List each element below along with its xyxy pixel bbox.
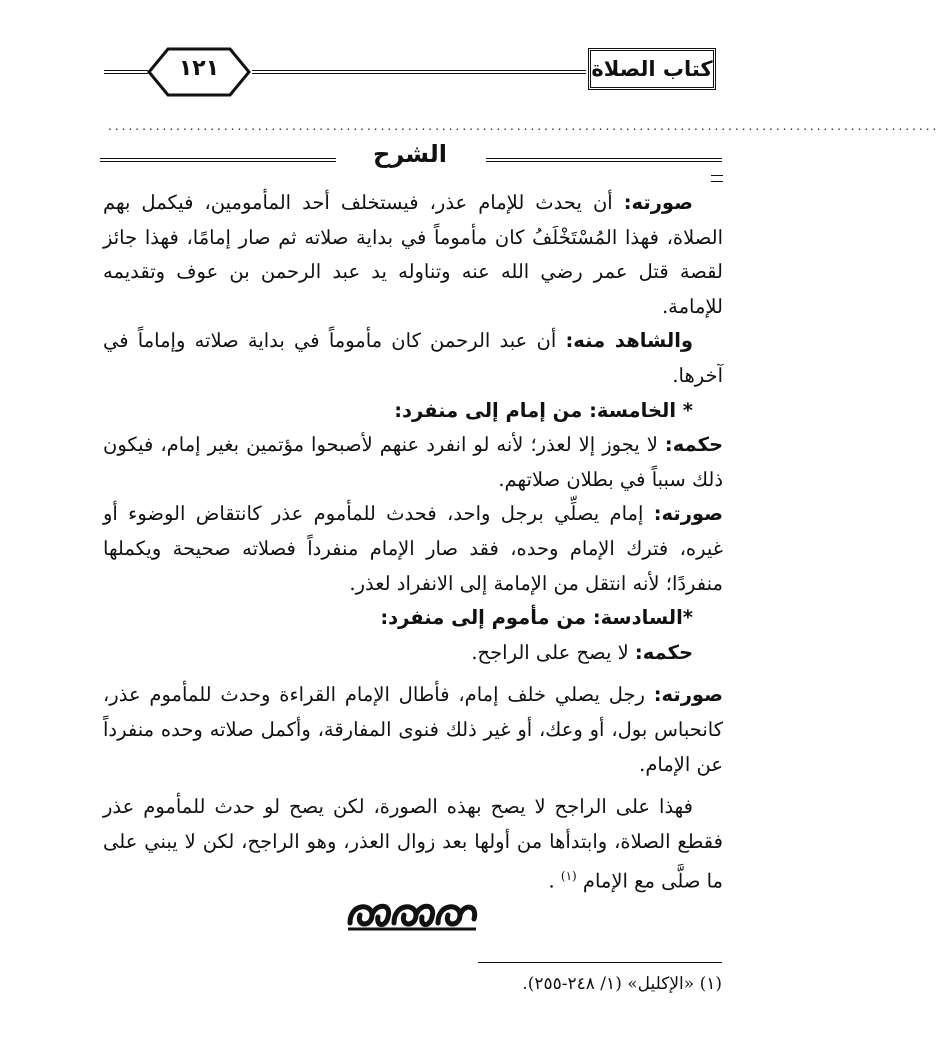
paragraph-ruling-1 [103, 428, 723, 497]
footnote-reference: (١) [560, 869, 577, 884]
paragraph-description-2 [103, 497, 723, 601]
paragraph-lead: حكمه: [664, 433, 724, 457]
continuation-mark [711, 175, 723, 182]
paragraph-description-3 [103, 678, 723, 782]
paragraph-lead: صورته: [653, 683, 723, 707]
header-rule-left [104, 70, 148, 74]
paragraph-text: لا يجوز إلا لعذر؛ لأنه لو انفرد عنهم لأصبحوا مؤتمين بغير إمام، فيكون ذلك سبباً في بطلان صلاتهم. [103, 433, 723, 491]
footnote-separator [478, 962, 722, 963]
paragraph-lead: صورته: [653, 502, 723, 526]
paragraph-ruling-2 [103, 636, 723, 671]
paragraph-lead: صورته: [623, 191, 693, 214]
subheading-fifth: * الخامسة: من إمام إلى منفرد: [394, 398, 693, 422]
header-rule-right [252, 70, 586, 74]
paragraph-text: إمام يصلِّي برجل واحد، فحدث للمأموم عذر كانتقاض الوضوء أو غيره، فترك الإمام وحده، فقد صار الإمام منفرداً فصلاته صحيحة ويكملها منفردًا؛ لأنه انتقل من الإمامة إلى الانفراد لعذر. [103, 502, 723, 595]
section-title: الشرح [373, 140, 447, 168]
end-ornament [342, 895, 482, 935]
paragraph-lead: والشاهد منه: [565, 329, 694, 353]
book-title [588, 48, 716, 90]
paragraph-text: لا يصح على الراجح. [471, 640, 629, 664]
section-rule-left [100, 158, 336, 162]
paragraph-text: أن يحدث للإمام عذر، فيستخلف أحد المأمومين، فيكمل بهم الصلاة، فهذا المُسْتَخْلَفُ كان مأموماً في بداية صلاته ثم صار إمامًا، فهذا جائز لقصة قتل عمر رضي الله عنه وتناوله يد عبد الرحمن بن عوف وتقديمه للإمامة. [103, 191, 723, 318]
paragraph-lead: حكمه: [634, 640, 693, 664]
dotted-separator: .......................................................................................................................... [108, 119, 939, 133]
paragraph-text: رجل يصلي خلف إمام، فأطال الإمام القراءة وحدث للمأموم عذر، كانحباس بول، أو وعك، أو غير ذلك فنوى المفارقة، وأكمل صلاته وحده منفرداً عن الإمام. [103, 683, 723, 776]
book-title-text: كتاب الصلاة [591, 57, 713, 81]
footnote: (١) «الإكليل» (١/ ٢٤٨-٢٥٥). [522, 974, 722, 994]
paragraph-description-1 [103, 186, 723, 324]
page-number: ١٢١ [178, 56, 220, 81]
subheading-sixth: *السادسة: من مأموم إلى منفرد: [380, 606, 693, 630]
paragraph-conclusion [103, 790, 723, 899]
section-rule-right [486, 158, 722, 162]
main-text [103, 186, 723, 899]
paragraph-evidence [103, 324, 723, 393]
paragraph-text: أن عبد الرحمن كان مأموماً في بداية صلاته وإماماً في آخرها. [103, 329, 723, 387]
paragraph-text: فهذا على الراجح لا يصح بهذه الصورة، لكن يصح لو حدث للمأموم عذر فقطع الصلاة، وابتدأها من أولها بعد زوال العذر، وهو الراجح، لكن لا يبني على ما صلَّى مع الإمام [103, 795, 723, 893]
paragraph-end: . [548, 869, 555, 893]
